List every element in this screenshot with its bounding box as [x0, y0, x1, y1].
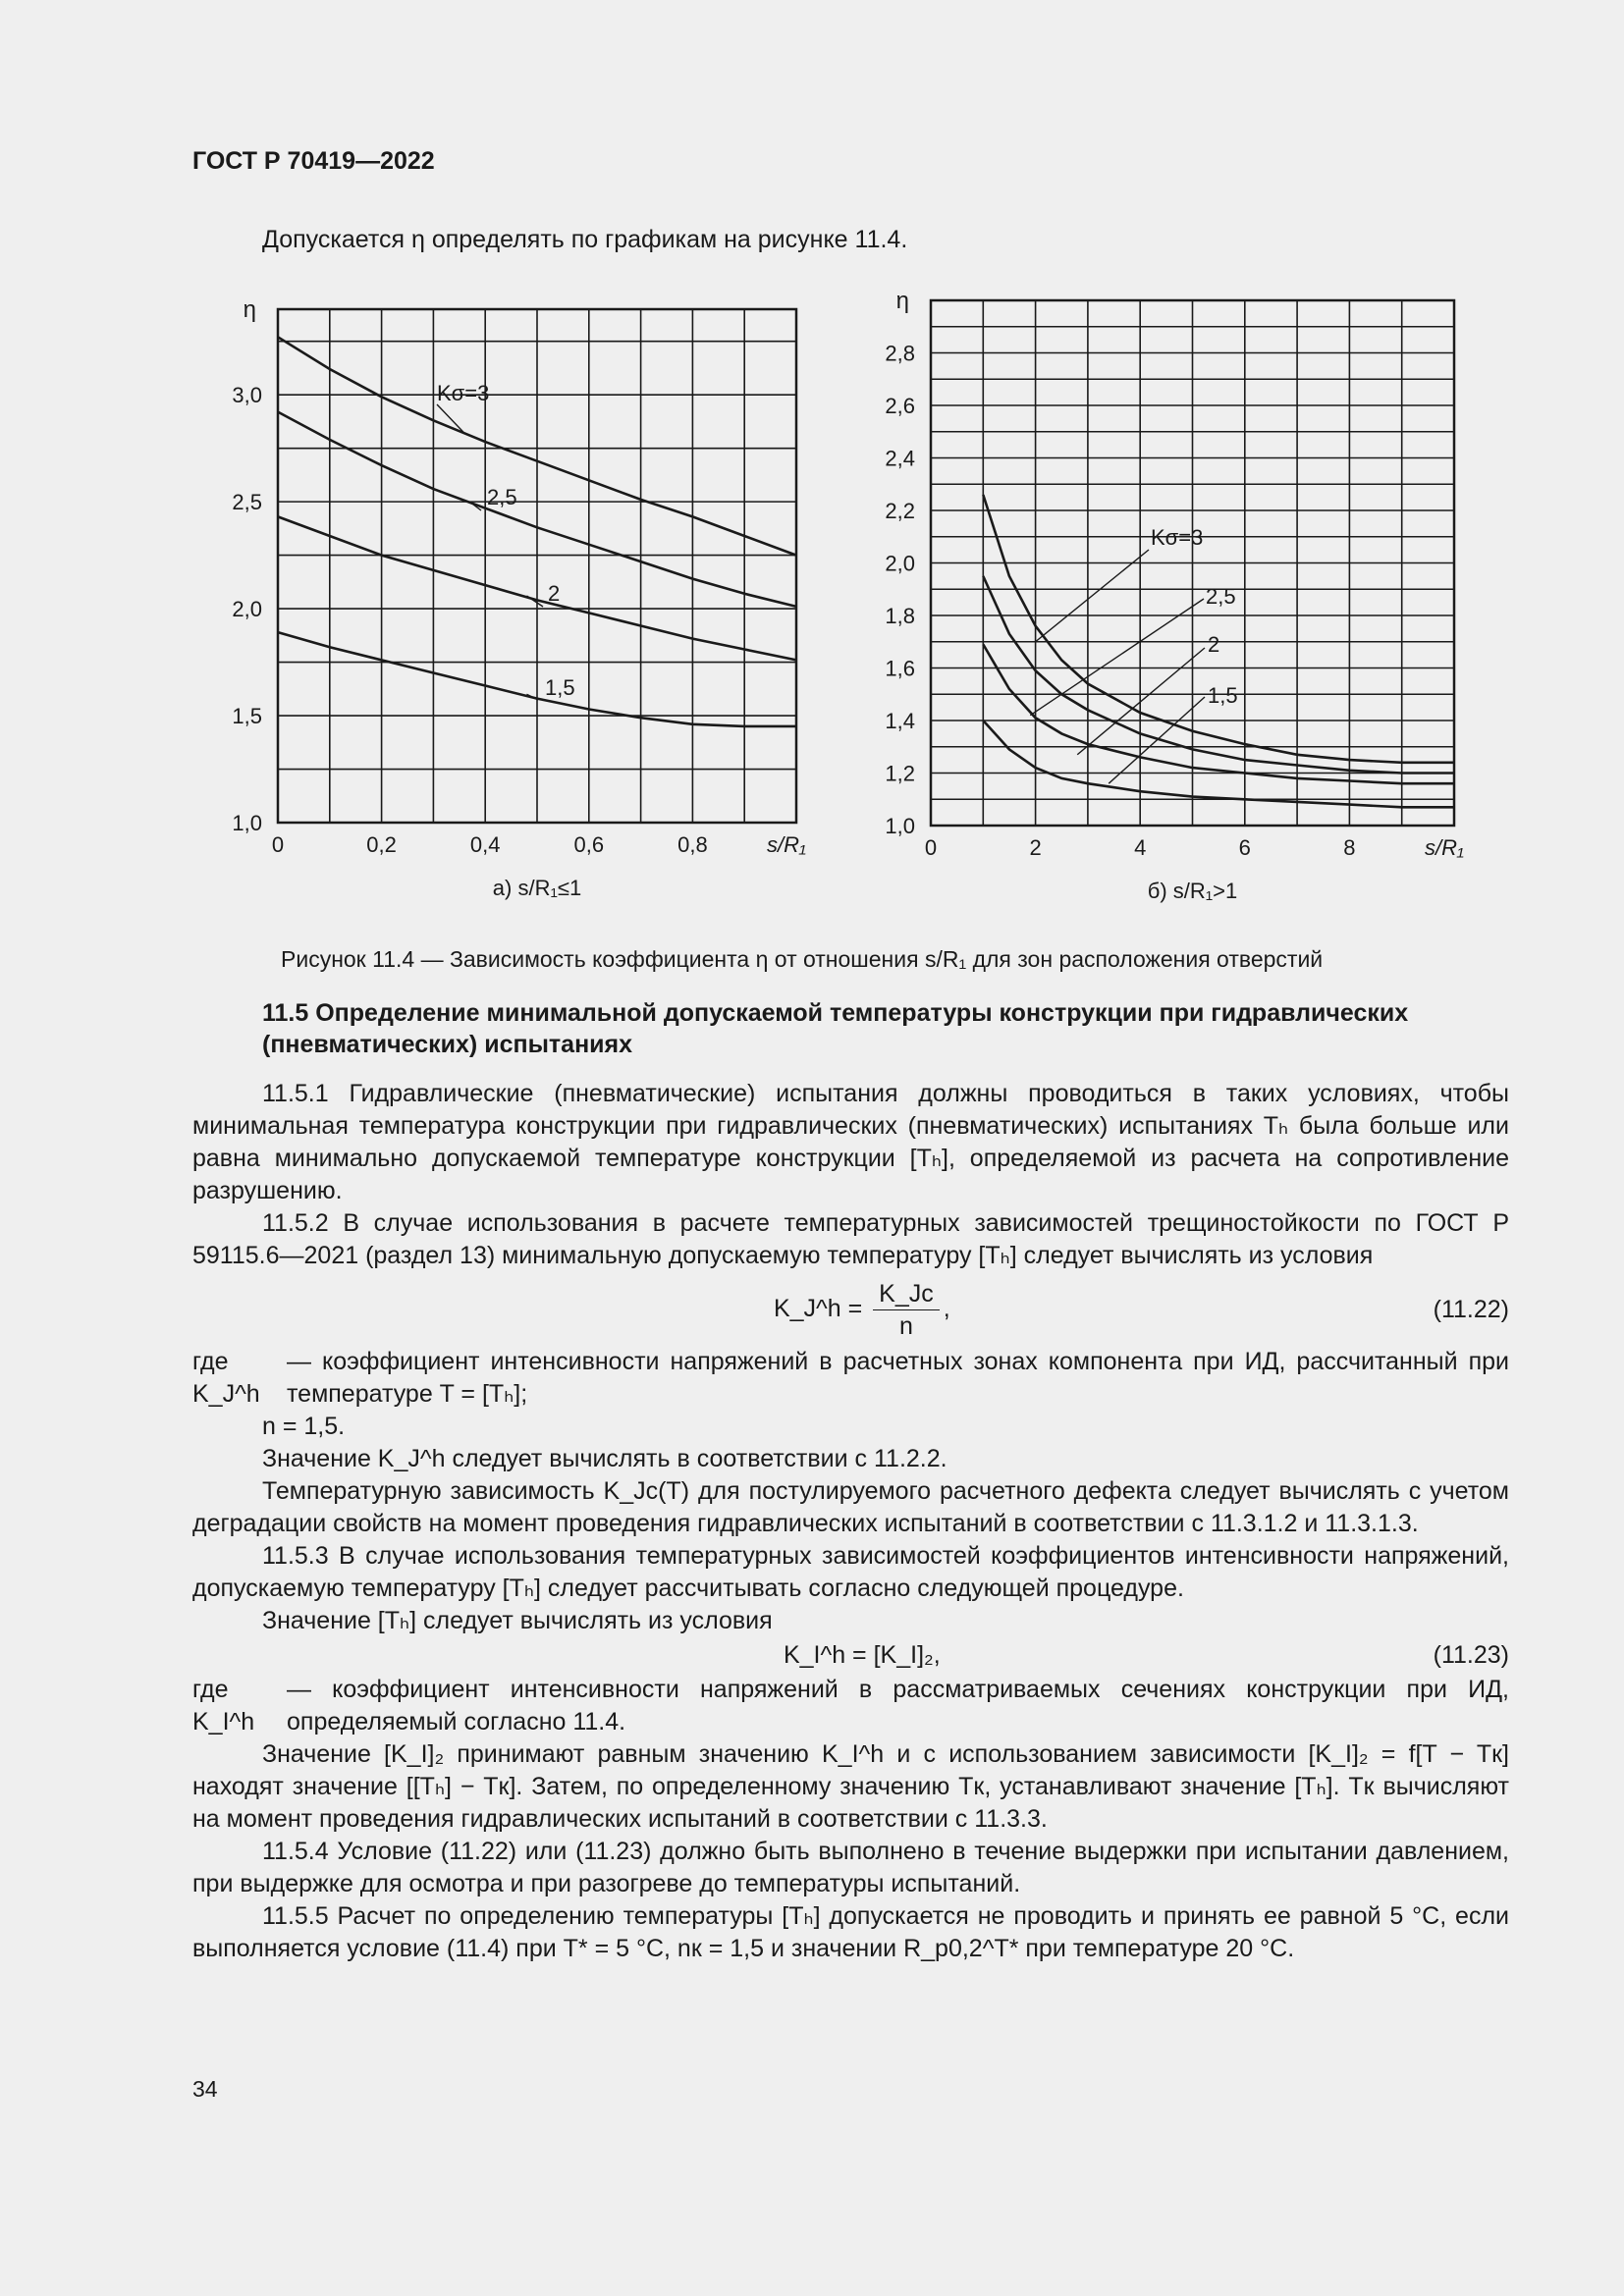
y-tick-label: 2,4: [885, 446, 915, 471]
series-label-4: 1,5: [1208, 683, 1238, 708]
x-axis-label: s/R₁: [1425, 835, 1464, 860]
equation-11-22: [192, 1278, 1509, 1342]
chart-a: [226, 294, 835, 923]
equation-lhs: K_J^h =: [773, 1295, 863, 1323]
equation-fraction: [873, 1278, 940, 1342]
y-tick-label: 1,6: [885, 656, 915, 681]
n-value: n = 1,5.: [262, 1413, 346, 1440]
y-tick-label: 1,0: [885, 814, 915, 838]
equation-number: (11.22): [1433, 1296, 1509, 1323]
where-clause-1: [192, 1346, 1509, 1411]
paragraph-ki-value: Значение [K_I]₂ принимают равным значению K_I^h и с использованием зависимости [K_I]₂ = f[T − Tк] находят значение [[Tₕ] − Tк]. Затем, по определенному значению Tк, устанавливают значение [Tₕ]. Tк вычисляют на момент проведения гидравлических испытаний в соответствии с 11.3.3.: [192, 1740, 1509, 1833]
where-clause-2: [192, 1674, 1509, 1738]
series-label-3: 2: [1208, 632, 1220, 657]
series-line-1: [983, 495, 1454, 763]
section-body: [192, 1078, 1509, 1965]
document-header: ГОСТ Р 70419—2022: [192, 147, 435, 175]
y-tick-label: 2,2: [885, 499, 915, 523]
where-symbol: где K_I^h: [192, 1676, 255, 1735]
paragraph-11-5-1: 11.5.1 Гидравлические (пневматические) испытания должны проводиться в таких условиях, чтобы минимальная температура конструкции при гидравлических (пневматических) испытаниях Tₕ была больше или равна минимально допускаемой температуре конструкции [Tₕ], определяемой из расчета на сопротивление разрушению.: [192, 1080, 1509, 1204]
equation-tail: ,: [943, 1295, 950, 1323]
equation-body: K_I^h = [K_I]₂,: [783, 1641, 941, 1669]
series-leader-4: [1109, 697, 1205, 783]
x-tick-label: 6: [1238, 835, 1251, 860]
y-tick-label: 1,0: [232, 811, 262, 835]
y-tick-label: 1,8: [885, 604, 915, 628]
figure-caption: Рисунок 11.4 — Зависимость коэффициента η от отношения s/R₁ для зон расположения отверстий: [281, 946, 1324, 972]
series-line-4: [983, 721, 1454, 807]
equation-11-23: [192, 1639, 1509, 1672]
y-tick-label: 1,2: [885, 761, 915, 786]
series-label-4: 1,5: [545, 675, 575, 700]
y-axis-label: η: [895, 288, 909, 314]
series-label-2: 2,5: [1206, 584, 1236, 609]
y-tick-label: 2,0: [232, 597, 262, 622]
where-text: — коэффициент интенсивности напряжений в рассматриваемых сечениях конструкции при ИД, определяемый согласно 11.4.: [287, 1676, 1509, 1735]
paragraph-11-5-2: 11.5.2 В случае использования в расчете температурных зависимостей трещиностойкости по ГОСТ Р 59115.6—2021 (раздел 13) минимальную допускаемую температуру [Tₕ] следует вычислять из условия: [192, 1209, 1509, 1269]
y-tick-label: 1,5: [232, 704, 262, 729]
x-tick-label: 4: [1134, 835, 1147, 860]
equation-number: (11.23): [1433, 1641, 1509, 1669]
series-label-3: 2: [548, 581, 561, 606]
x-tick-label: 0,8: [677, 832, 708, 857]
x-tick-label: 0,2: [366, 832, 397, 857]
paragraph-11-5-4: 11.5.4 Условие (11.22) или (11.23) должно быть выполнено в течение выдержки при испытании давлением, при выдержке для осмотра и при разогреве до температуры испытаний.: [192, 1838, 1509, 1897]
y-axis-label: η: [243, 296, 256, 323]
paragraph-11-5-5: 11.5.5 Расчет по определению температуры [Tₕ] допускается не проводить и принять ее равной 5 °С, если выполняется условие (11.4) при T* = 5 °С, nк = 1,5 и значении R_p0,2^T* при температуре 20 °С.: [192, 1902, 1509, 1962]
series-leader-3: [1077, 648, 1205, 755]
section-title: 11.5 Определение минимальной допускаемой температуры конструкции при гидравлических (пневматических) испытаниях: [262, 999, 1409, 1058]
fraction-denominator: n: [899, 1312, 913, 1340]
x-tick-label: 0: [271, 832, 285, 857]
where-text: — коэффициент интенсивности напряжений в расчетных зонах компонента при ИД, рассчитанный при температуре T = [Tₕ];: [287, 1348, 1509, 1408]
series-label-1: Kσ=3: [1151, 525, 1204, 550]
series-label-2: 2,5: [487, 485, 517, 509]
y-tick-label: 2,5: [232, 490, 262, 515]
y-tick-label: 1,4: [885, 709, 915, 733]
intro-text: Допускается η определять по графикам на рисунке 11.4.: [262, 226, 908, 253]
x-tick-label: 0: [924, 835, 938, 860]
chart-b: [864, 288, 1492, 921]
x-tick-label: 0,4: [469, 832, 501, 857]
where-symbol: где K_J^h: [192, 1348, 260, 1408]
y-tick-label: 2,8: [885, 341, 915, 366]
y-tick-label: 2,6: [885, 394, 915, 418]
page-number: 34: [192, 2076, 218, 2102]
paragraph-th-condition: Значение [Tₕ] следует вычислять из условия: [262, 1607, 773, 1634]
chart-subtitle: а) s/R₁≤1: [492, 876, 582, 900]
paragraph-11-5-3: 11.5.3 В случае использования температурных зависимостей коэффициентов интенсивности напряжений, допускаемую температуру [Tₕ] следует рассчитывать согласно следующей процедуре.: [192, 1542, 1509, 1602]
x-tick-label: 8: [1343, 835, 1356, 860]
y-tick-label: 3,0: [232, 383, 262, 408]
paragraph-kjc-dependency: Температурную зависимость K_Jc(T) для постулируемого расчетного дефекта следует вычислять с учетом деградации свойств на момент проведения гидравлических испытаний в соответствии с 11.3.1.2 и 11.3.1.3.: [192, 1477, 1509, 1537]
chart-subtitle: б) s/R₁>1: [1147, 879, 1238, 903]
x-tick-label: 2: [1029, 835, 1042, 860]
x-tick-label: 0,6: [573, 832, 605, 857]
series-label-1: Kσ=3: [437, 381, 490, 405]
y-tick-label: 2,0: [885, 551, 915, 576]
fraction-numerator: K_Jc: [873, 1278, 940, 1310]
x-axis-label: s/R₁: [767, 832, 806, 857]
paragraph-kj-note: Значение K_J^h следует вычислять в соответствии с 11.2.2.: [262, 1445, 947, 1472]
